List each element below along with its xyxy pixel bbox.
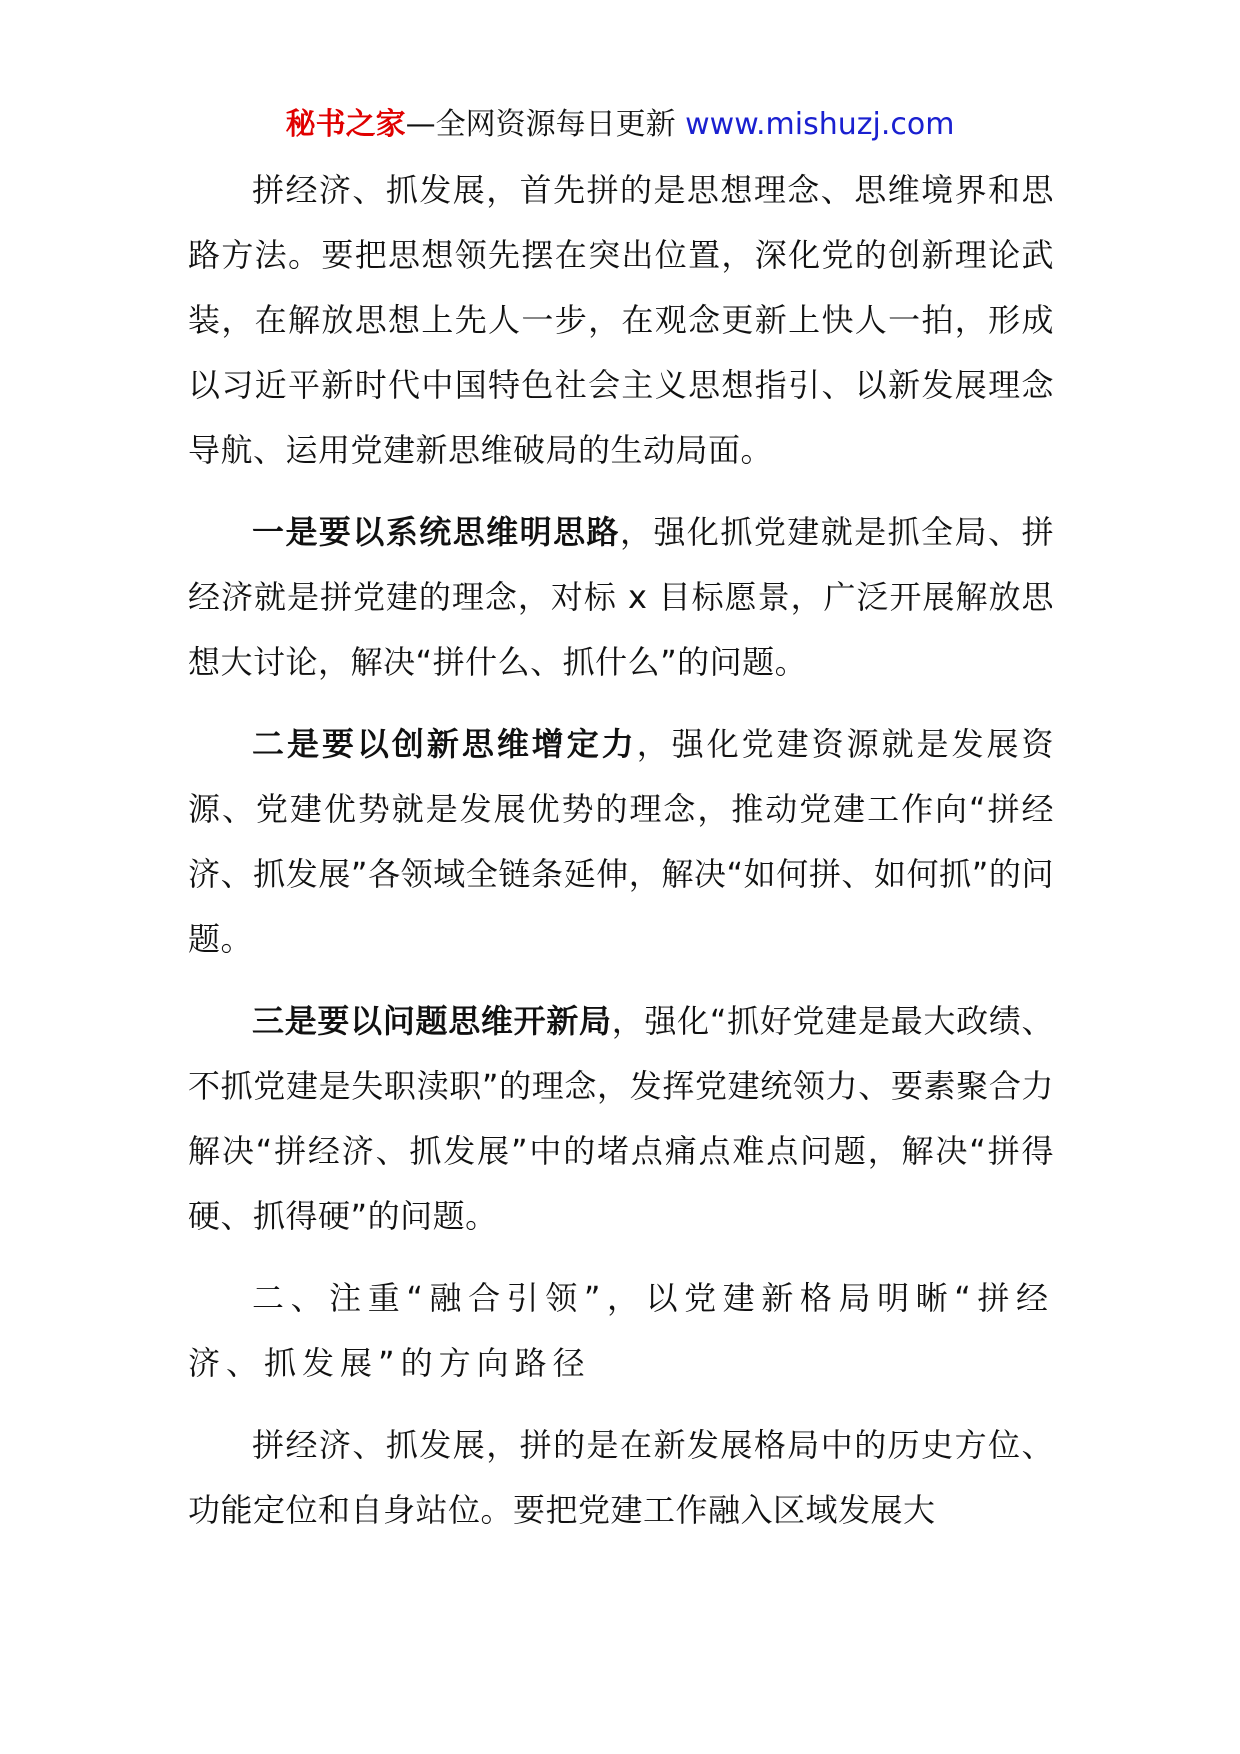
paragraph-section-two-intro (188, 1413, 1054, 1543)
paragraph-point-three (188, 989, 1054, 1249)
paragraph-text: 拼经济、抓发展，拼的是在新发展格局中的历史方位、功能定位和自身站位。要把党建工作融入区域发展大 (188, 1426, 1054, 1529)
paragraph-text: ，强化党建资源就是发展资源、党建优势就是发展优势的理念，推动党建工作向“拼经济、抓发展”各领域全链条延伸，解决“如何拼、如何抓”的问题。 (188, 725, 1054, 958)
paragraph-lead: 一是要以系统思维明思路 (252, 513, 621, 551)
site-url[interactable]: www.mishuzj.com (685, 107, 955, 142)
page-header (0, 100, 1240, 150)
document-body (188, 158, 1054, 1560)
paragraph-point-two (188, 712, 1054, 972)
paragraph-text: ，强化“抓好党建是最大政绩、不抓党建是失职渎职”的理念，发挥党建统领力、要素聚合力解决“拼经济、抓发展”中的堵点痛点难点问题，解决“拼得硬、抓得硬”的问题。 (188, 1002, 1054, 1235)
section-heading-text: 二、注重“融合引领”，以党建新格局明晰“拼经济、抓发展”的方向路径 (188, 1279, 1054, 1382)
paragraph-text: ，强化抓党建就是抓全局、拼经济就是拼党建的理念，对标 x 目标愿景，广泛开展解放思想大讨论，解决“拼什么、抓什么”的问题。 (188, 513, 1054, 681)
paragraph-intro (188, 158, 1054, 483)
section-heading (188, 1266, 1054, 1396)
paragraph-text: 拼经济、抓发展，首先拼的是思想理念、思维境界和思路方法。要把思想领先摆在突出位置，深化党的创新理论武装，在解放思想上先人一步，在观念更新上快人一拍，形成以习近平新时代中国特色社会主义思想指引、以新发展理念导航、运用党建新思维破局的生动局面。 (188, 171, 1054, 469)
paragraph-lead: 三是要以问题思维开新局 (252, 1002, 612, 1040)
header-tagline: —全网资源每日更新 (405, 107, 686, 142)
paragraph-lead: 二是要以创新思维增定力 (252, 725, 637, 763)
brand-name: 秘书之家 (285, 107, 406, 142)
paragraph-point-one (188, 500, 1054, 695)
